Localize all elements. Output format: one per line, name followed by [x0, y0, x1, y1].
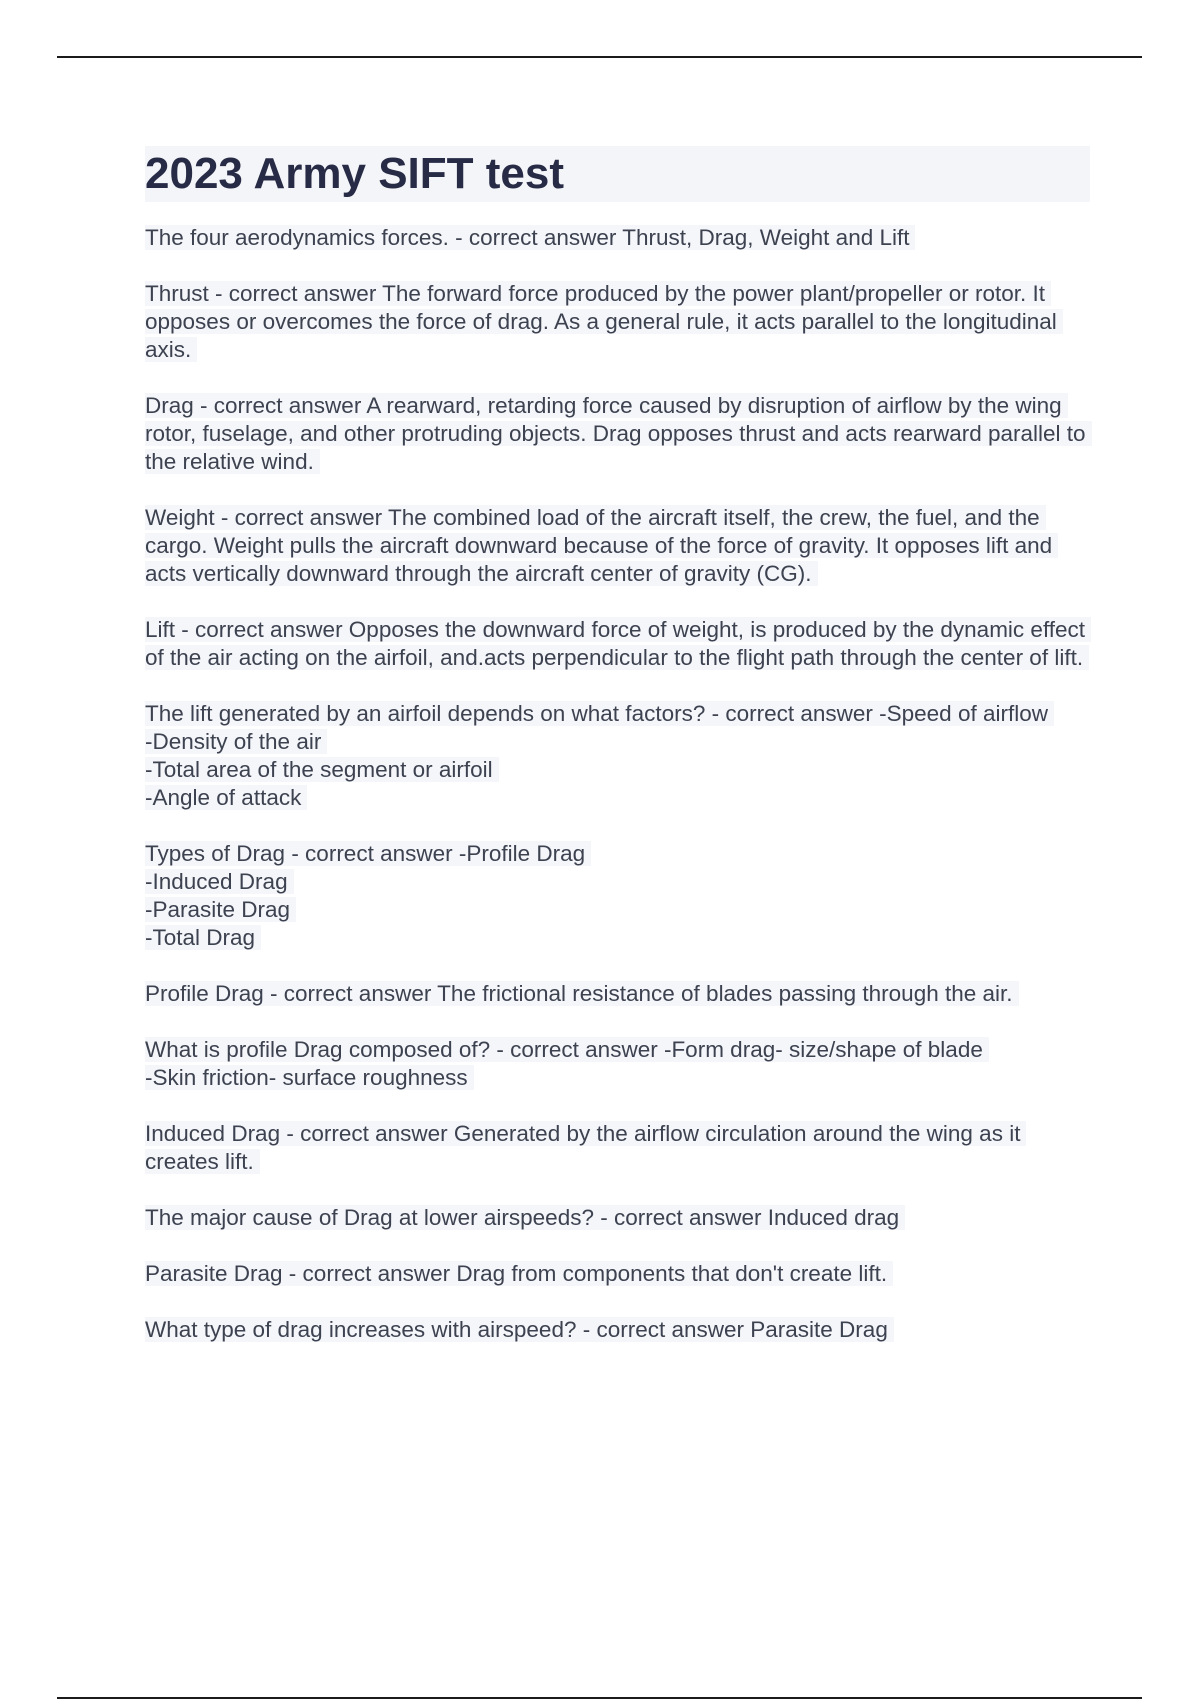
qa-entry	[145, 1036, 1090, 1092]
qa-text: Types of Drag - correct answer -Profile Drag -Induced Drag -Parasite Drag -Total Drag	[145, 841, 591, 950]
qa-text: What is profile Drag composed of? - correct answer -Form drag- size/shape of blade -Skin friction- surface roughness	[145, 1037, 989, 1090]
qa-text: The major cause of Drag at lower airspeeds? - correct answer Induced drag	[145, 1205, 905, 1230]
top-divider	[57, 56, 1142, 58]
qa-entry	[145, 392, 1090, 476]
qa-text: What type of drag increases with airspeed? - correct answer Parasite Drag	[145, 1317, 894, 1342]
qa-entry	[145, 224, 1090, 252]
qa-entry	[145, 280, 1090, 364]
qa-entry	[145, 1316, 1090, 1344]
title-bar	[145, 146, 1090, 202]
qa-entry	[145, 504, 1090, 588]
qa-text: The four aerodynamics forces. - correct answer Thrust, Drag, Weight and Lift	[145, 225, 915, 250]
bottom-divider	[57, 1697, 1142, 1699]
qa-text: Weight - correct answer The combined load of the aircraft itself, the crew, the fuel, and the cargo. Weight pulls the aircraft downward because of the force of gravity. It opposes lift and acts vertically downward through the aircraft center of gravity (CG).	[145, 505, 1058, 586]
qa-entry	[145, 700, 1090, 812]
qa-entry	[145, 980, 1090, 1008]
qa-text: Thrust - correct answer The forward force produced by the power plant/propeller or rotor. It opposes or overcomes the force of drag. As a general rule, it acts parallel to the longitudinal axis.	[145, 281, 1063, 362]
qa-entry	[145, 1260, 1090, 1288]
page-title: 2023 Army SIFT test	[145, 149, 564, 198]
qa-entry	[145, 840, 1090, 952]
qa-entry	[145, 1120, 1090, 1176]
qa-entry	[145, 616, 1090, 672]
qa-text: Profile Drag - correct answer The frictional resistance of blades passing through the air.	[145, 981, 1019, 1006]
qa-text: The lift generated by an airfoil depends on what factors? - correct answer -Speed of airflow -Density of the air -Total area of the segment or airfoil -Angle of attack	[145, 701, 1054, 810]
qa-text: Lift - correct answer Opposes the downward force of weight, is produced by the dynamic effect of the air acting on the airfoil, and.acts perpendicular to the flight path through the center of lift.	[145, 617, 1091, 670]
qa-text: Parasite Drag - correct answer Drag from components that don't create lift.	[145, 1261, 893, 1286]
document-body	[145, 146, 1090, 1372]
qa-text: Induced Drag - correct answer Generated by the airflow circulation around the wing as it creates lift.	[145, 1121, 1026, 1174]
qa-text: Drag - correct answer A rearward, retarding force caused by disruption of airflow by the wing rotor, fuselage, and other protruding objects. Drag opposes thrust and acts rearward parallel to the relative wind.	[145, 393, 1092, 474]
qa-entry	[145, 1204, 1090, 1232]
